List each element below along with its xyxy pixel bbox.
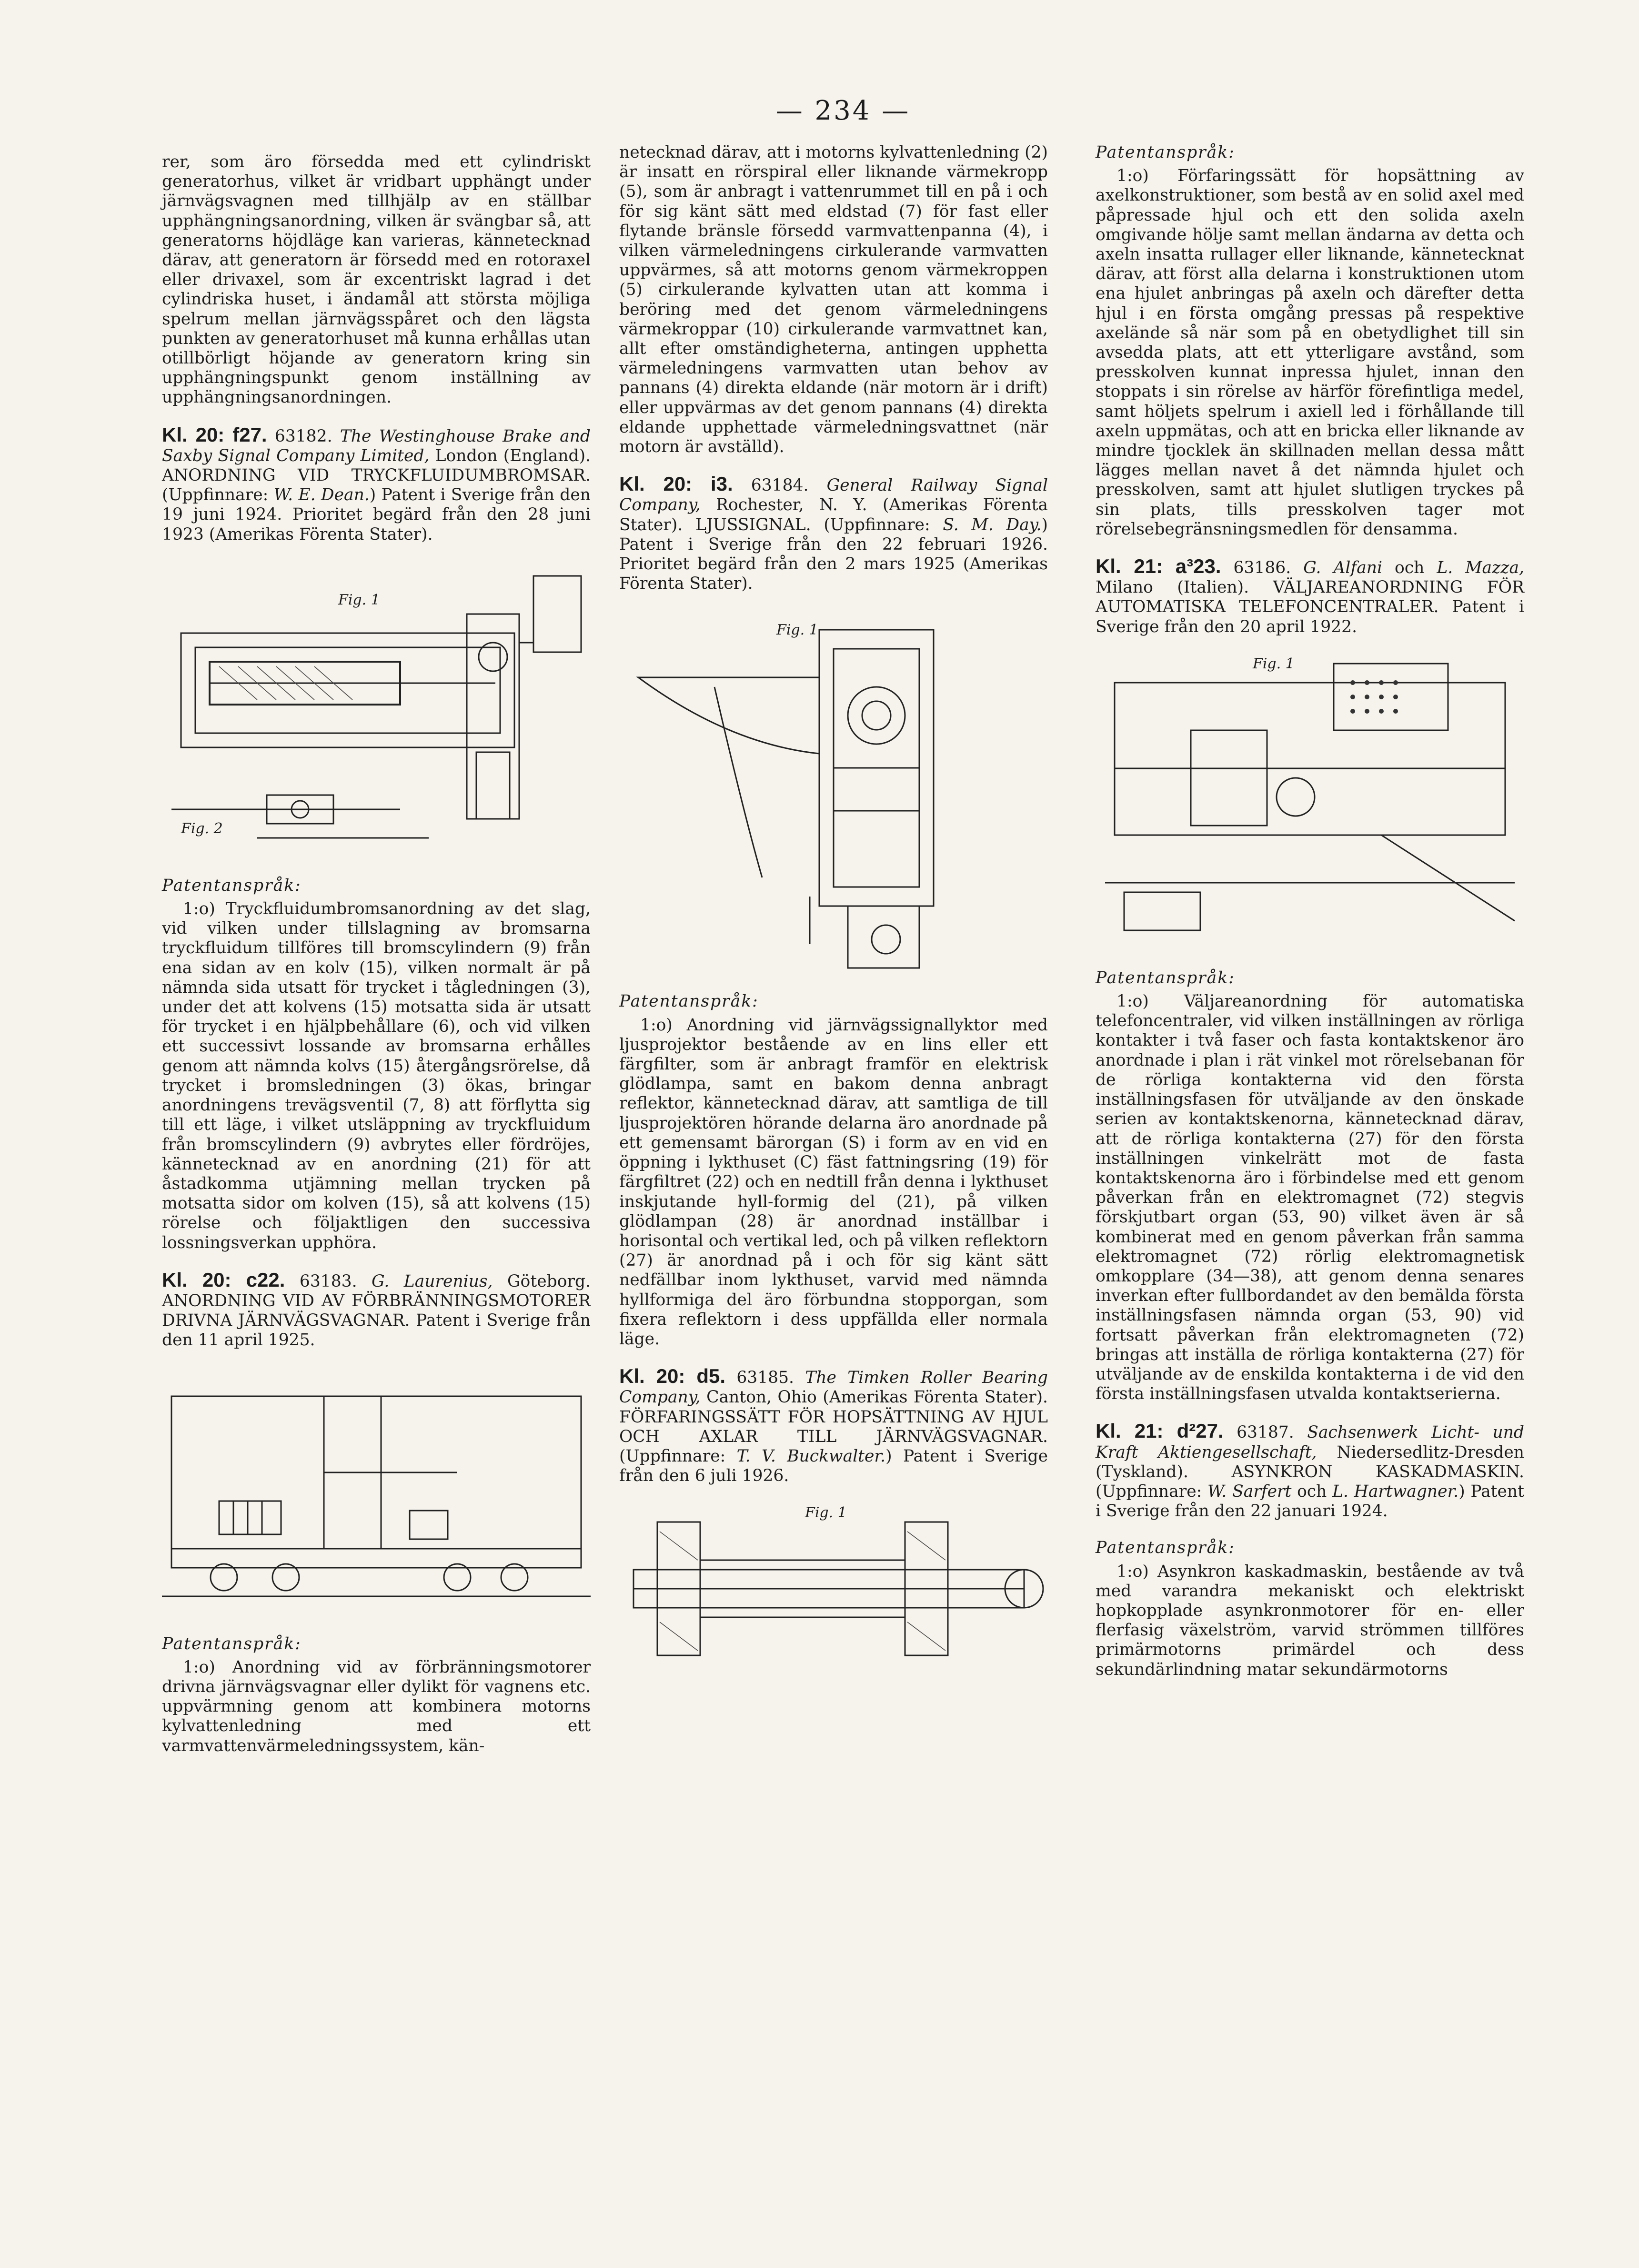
entry-text: Canton, Ohio (Amerikas Förenta Stater). FÖRFARINGSSÄTT FÖR HOPSÄTTNING AV HJUL OCH AXLAR TILL JÄRNVÄGSVAGNAR. (Uppfinnare: xyxy=(619,1388,1048,1466)
patent-number: 63186. xyxy=(1233,558,1291,578)
figure-label: Fig. 1 xyxy=(1253,655,1295,672)
applicant: Sachsenwerk Licht- und Kraft Aktiengesellschaft, xyxy=(1096,1423,1524,1462)
claim-heading: Patentanspråk: xyxy=(1096,143,1235,162)
patent-drawing-axle xyxy=(619,1503,1048,1665)
applicant: The Timken Roller Bearing Company, xyxy=(619,1368,1048,1407)
paragraph: rer, som äro försedda med ett cylindriskt generatorhus, vilket är vridbart upphängt under järnvägsvagnen med tillhjälp av en ställbar upphängningsanordning, vilken är svängbar så, att generatorns höjdläge kan varieras, kännetecknad därav, att generatorn är försedd med en rotoraxel eller drivaxel, som är excentriskt lagrad i det cylindriska huset, i ändamål att största möjliga spelrum mellan järnvägsspåret och den lägsta punkten av generatorhuset må kunna erhållas utan otillbörligt höjande av generatorn kring sin upphängningspunkt genom inställning av upphängningsanordningen. xyxy=(162,152,591,407)
patent-drawing-selector xyxy=(1096,654,1524,949)
figure-label: Fig. 1 xyxy=(338,591,380,608)
claim-heading: Patentanspråk: xyxy=(1096,1538,1235,1558)
applicant: The Westinghouse Brake and Saxby Signal Company Limited, xyxy=(162,426,591,465)
column-2 xyxy=(619,143,1048,1684)
figure-label: Fig. 2 xyxy=(181,820,223,837)
claim-text: 1:o) Förfaringssätt för hopsättning av axelkonstruktioner, som bestå av en solid axel med påpressade hjul och ett den solida axeln omgivande hölje samt mellan ändarna av detta och axeln insatta rullager eller liknande, kännetecknat därav, att först alla delarna i konstruktionen utom ena hjulet anbringas på axeln och därefter detta hjul i en första omgång pressas på respektive axeländе så när som på en obetydlighet till sin avsedda plats, att ett ytterligare avstånd, som presskolven kunnat inpressa hjulet, innan den stoppats i sin rörelse av härför förefintliga medel, samt höljets spelrum i axiell led i förhållande till axeln uppmätas, och att en bricka eller liknande av mindre tjocklek än skillnaden mellan dessa mått lägges mellan navet å det nämnda hjulet och presskolven, samt att hjulet slutligen tryckes på sin plats, tills presskolven tager mot rörelsebegränsningsmedlen för densamma. xyxy=(1096,166,1524,539)
column-1 xyxy=(162,152,591,1773)
entry-text: och xyxy=(1395,558,1425,578)
patent-drawing-railcar xyxy=(162,1368,591,1615)
column-3 xyxy=(1096,143,1524,1697)
patent-entry xyxy=(162,425,591,544)
claim-heading: Patentanspråk: xyxy=(1096,968,1235,988)
class-label: Kl. 20: i3. xyxy=(619,473,733,495)
applicant: G. Laurenius, xyxy=(372,1271,493,1291)
patent-entry xyxy=(1096,556,1524,637)
entry-text: och xyxy=(1297,1482,1327,1501)
claim-text: 1:o) Väljareanordning för automatiska telefoncentraler, vid vilken inställningen av rörliga kontakter i två faser och fasta kontaktskenor äro anordnade i plan i rät vinkel mot rörelsebanan för de rörliga kontakterna vid den första inställningsfasen för utväljande av den önskade serien av kontaktskenorna, kännetecknad därav, att de rörliga kontakterna (27) för den första inställningen vinkelrätt mot de fasta kontaktskenorna äro i förbindelse med ett genom påverkan från en elektromagnet (72) stegvis förskjutbart organ (53, 90) vilket även är så kombinerat med en genom påverkan från samma elektromagnet (72) rörlig elektromagnetisk omkopplare (34—38), att genom denna senares inverkan efter fullbordandet av den bemälda första inställningsfasen nämnda organ (53, 90) vid fortsatt påverkan från elektromagneten (72) bringas att inställa de rörliga kontakterna (27) för utväljande av de enskilda kontakterna i de vid den första inställningsfasen utvalda kontaktserierna. xyxy=(1096,992,1524,1404)
wheel-axle-drawing xyxy=(619,1503,1048,1665)
class-label: Kl. 21: a³23. xyxy=(1096,555,1221,578)
entry-text: ) Patent i Sverige från den 22 februari 1926. Prioritet begärd från den 2 mars 1925 (Amerikas Förenta Stater). xyxy=(619,515,1048,594)
class-label: Kl. 20: f27. xyxy=(162,423,267,446)
claim-heading: Patentanspråk: xyxy=(619,992,759,1011)
patent-entry xyxy=(619,474,1048,594)
claim-heading: Patentanspråk: xyxy=(162,876,302,895)
inventor: W. Sarfert xyxy=(1207,1482,1292,1501)
patent-drawing-brake xyxy=(162,562,591,857)
claim-text: 1:o) Tryckfluidumbromsanordning av det slag, vid vilken under tillslagning av bromsarna tryckfluidum tillföres till bromscylindern (9) från ena sidan av en kolv (15), vilken normalt är på nämnda sida utsatt för trycket i tågledningen (3), under det att kolvens (15) motsatta sida är utsatt för trycket i en hjälpbehållare (6), och vid vilken ett successivt lossande av bromsarna erhålles genom att nämnda kolvs (15) återgångsrörelse, då trycket i bromsledningen (3) ökas, bringar anordningens trevägsventil (7, 8) att förflytta sig till ett läge, i vilket utsläppning av tryckfluidum från bromscylindern (9) avbrytes eller fördröjes, kännetecknad av en anordning (21) för att åstadkomma utjämning mellan trycken på motsatta sidor om kolven (15), så att kolvens (15) rörelse och följaktligen den successiva lossningsverkan upphöra. xyxy=(162,899,591,1252)
claim-text: 1:o) Anordning vid av förbränningsmotorer drivna järnvägsvagnar eller dylikt för vagnens etc. uppvärmning genom att kombinera motorns kylvattenledning med ett varmvattenvärmeledningssystem, kän- xyxy=(162,1657,591,1755)
patent-number: 63187. xyxy=(1237,1423,1294,1442)
class-label: Kl. 20: c22. xyxy=(162,1268,285,1291)
railcar-heating-drawing xyxy=(162,1368,591,1615)
claim-text: 1:o) Asynkron kaskadmaskin, bestående av två med varandra mekaniskt och elektriskt hopkopplade asynkronmotorer för en- eller flerfasig växelström, varvid strömmen tillföres primärmotorns primärdel och dess sekundärlindning matar sekundärmotorns xyxy=(1096,1562,1524,1679)
figure-label: Fig. 1 xyxy=(805,1504,847,1522)
entry-text: Göteborg. ANORDNING VID AV FÖRBRÄNNINGSMOTORER DRIVNA JÄRNVÄGSVAGNAR. Patent i Sverige från den 11 april 1925. xyxy=(162,1271,591,1350)
patent-number: 63184. xyxy=(751,476,809,495)
entry-text: ) Patent i Sverige från den 6 juli 1926. xyxy=(619,1446,1048,1486)
inventor: W. E. Dean. xyxy=(273,485,370,505)
entry-text: Milano (Italien). VÄLJAREANORDNING FÖR AUTOMATISKA TELEFONCENTRALER. Patent i Sverige från den 20 april 1922. xyxy=(1096,578,1524,636)
patent-entry xyxy=(162,1270,591,1351)
applicant: G. Alfani xyxy=(1303,558,1383,578)
entry-text: ) Patent i Sverige från den 22 januari 1924. xyxy=(1096,1482,1525,1521)
class-label: Kl. 21: d²27. xyxy=(1096,1420,1224,1442)
patent-drawing-signal-lamp xyxy=(619,611,1048,973)
patent-number: 63183. xyxy=(299,1271,357,1291)
patent-entry xyxy=(1096,1421,1524,1521)
entry-text: ) Patent i Sverige från den 19 juni 1924. Prioritet begärd från den 28 juni 1923 (Amerikas Förenta Stater). xyxy=(162,485,591,544)
inventor: T. V. Buckwalter. xyxy=(736,1446,886,1466)
inventor: S. M. Day. xyxy=(943,515,1042,534)
entry-text: Rochester, N. Y. (Amerikas Förenta Stater). LJUSSIGNAL. (Uppfinnare: xyxy=(619,495,1048,534)
patent-number: 63185. xyxy=(736,1368,794,1388)
claim-text: 1:o) Anordning vid järnvägssignallyktor med ljusprojektor bestående av en lins eller ett färgfilter, som är anbragt framför en elektrisk glödlampa, samt en bakom denna anbragt reflektor, kännetecknad därav, att samtliga de till ljusprojektören hörande delarna äro anordnade på ett gemensamt bärorgan (S) i form av en vid en öppning i lykthuset (C) fäst fattningsring (19) för färgfiltret (22) och en nedtill från denna i lykthuset inskjutande hyll-formig del (21), på vilken glödlampan (28) är anordnad inställbar i horisontal och vertikal led, och på vilken reflektorn (27) är anordnad på i och för sig känt sätt nedfällbar inom lykthuset, varvid med nämnda hyllformiga del äro förbundna stopporgan, som fixera reflektorn i dess uppfällda eller normala läge. xyxy=(619,1015,1048,1349)
entry-text: Niedersedlitz-Dresden (Tyskland). ASYNKRON KASKADMASKIN. (Uppfinnare: xyxy=(1096,1442,1524,1501)
figure-label: Fig. 1 xyxy=(776,622,818,639)
signal-lamp-drawing xyxy=(619,611,1048,973)
applicant: General Railway Signal Company, xyxy=(619,476,1048,515)
page-number: — 234 — xyxy=(775,95,911,126)
inventor: L. Hartwagner. xyxy=(1332,1482,1459,1501)
applicant: L. Mazza, xyxy=(1437,558,1525,578)
claim-heading: Patentanspråk: xyxy=(162,1634,302,1653)
patent-number: 63182. xyxy=(274,426,332,446)
telephone-selector-drawing xyxy=(1096,654,1524,949)
paragraph: netecknad därav, att i motorns kylvattenledning (2) är insatt en rörspiral eller liknande värmekropp (5), som är anbragt i vattenrummet till en på i och för sig känt sätt med eldstad (7) för fast eller flytande bränsle försedd varmvattenpanna (4), i vilken värmeledningens cirkulerande varmvatten uppvärmes, så att motorns genom värmekroppen (5) cirkulerande kylvatten utan att komma i beröring med det genom värmeledningens värmekroppar (10) cirkulerande varmvattnet kan, allt efter omständigheterna, antingen upphetta värmeledningens varmvatten utan behov av pannans (4) direkta eldande (när motorn är i drift) eller uppvärmas av det genom pannans (4) direkta eldande upphettade värmeledningsvattnet (när motorn är avställd). xyxy=(619,143,1048,457)
class-label: Kl. 20: d5. xyxy=(619,1365,726,1388)
entry-text: London (England). ANORDNING VID TRYCKFLUIDUMBROMSAR. (Uppfinnare: xyxy=(162,446,591,505)
patent-entry xyxy=(619,1366,1048,1486)
